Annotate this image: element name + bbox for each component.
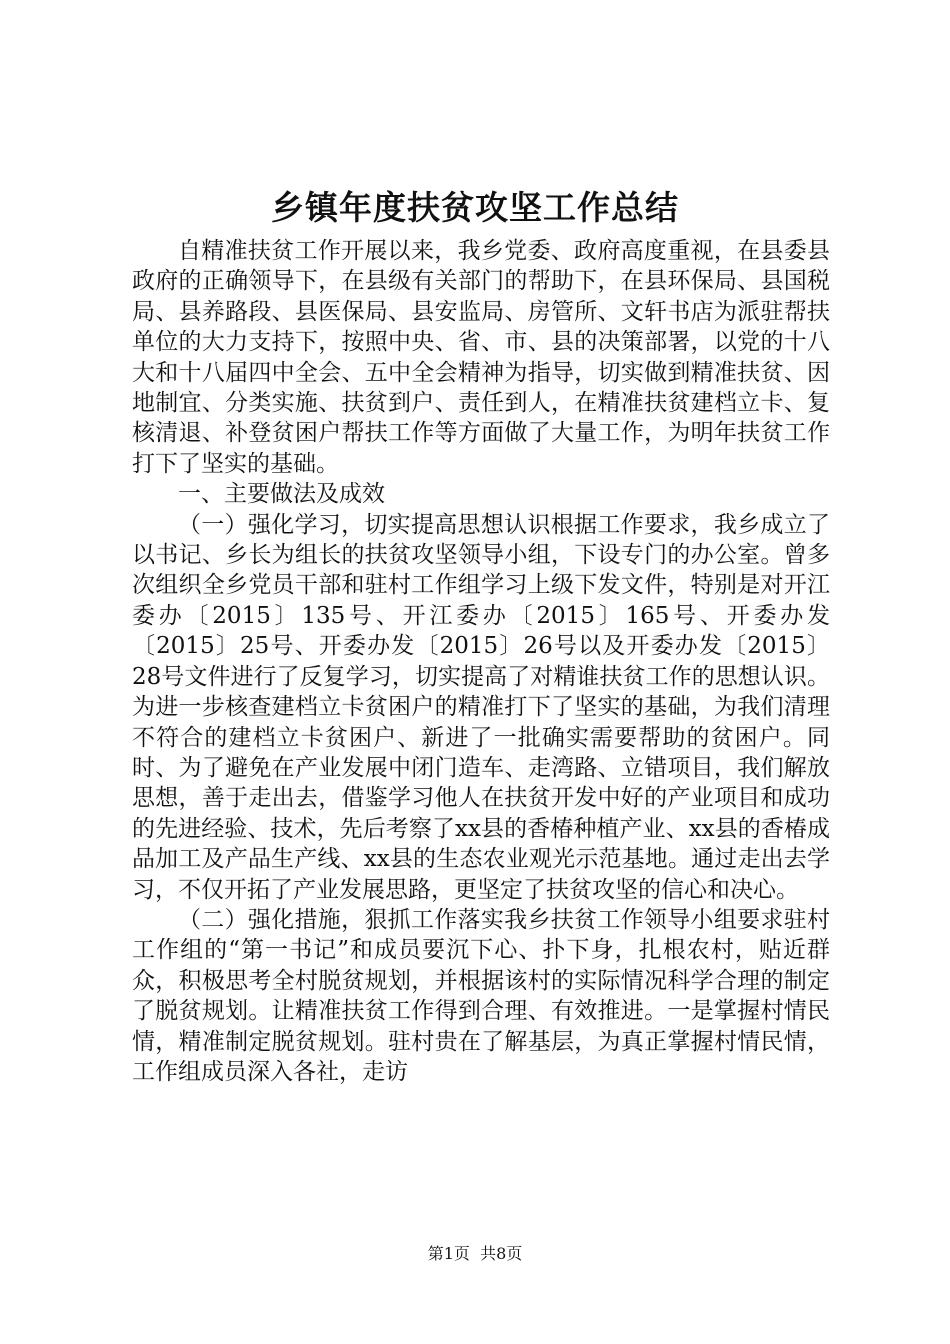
- page-footer: [0, 1242, 950, 1266]
- document-title: 乡镇年度扶贫攻坚工作总结: [271, 188, 679, 227]
- page-number: 第1页 共8页: [427, 1244, 523, 1263]
- document-body: [132, 236, 830, 1087]
- paragraph-study: （一）强化学习，切实提高思想认识根据工作要求，我乡成立了以书记、乡长为组长的扶贫攻坚领导小组，下设专门的办公室。曾多次组织全乡党员干部和驻村工作组学习上级下发文件，特别是对开江委办〔2015〕135号、开江委办〔2015〕165号、开委办发〔2015〕25号、开委办发〔2015〕26号以及开委办发〔2015〕28号文件进行了反复学习，切实提高了对精谁扶贫工作的思想认识。为进一步核查建档立卡贫困户的精准打下了坚实的基础，为我们清理不符合的建档立卡贫困户、新进了一批确实需要帮助的贫困户。同时、为了避免在产业发展中闭门造车、走湾路、立错项目，我们解放思想，善于走出去，借鉴学习他人在扶贫开发中好的产业项目和成功的先进经验、技术，先后考察了xx县的香椿种植产业、xx县的香椿成品加工及产品生产线、xx县的生态农业观光示范基地。通过走出去学习，不仅开拓了产业发展思路，更坚定了扶贫攻坚的信心和决心。: [132, 511, 830, 903]
- paragraph-intro: 自精准扶贫工作开展以来，我乡党委、政府高度重视，在县委县政府的正确领导下，在县级有关部门的帮助下，在县环保局、县国税局、县养路段、县医保局、县安监局、房管所、文轩书店为派驻帮扶单位的大力支持下，按照中央、省、市、县的决策部署，以党的十八大和十八届四中全会、五中全会精神为指导，切实做到精准扶贫、因地制宜、分类实施、扶贫到户、责任到人，在精准扶贫建档立卡、复核清退、补登贫困户帮扶工作等方面做了大量工作，为明年扶贫工作打下了坚实的基础。: [132, 238, 830, 477]
- paragraph-measures: （二）强化措施，狠抓工作落实我乡扶贫工作领导小组要求驻村工作组的“第一书记”和成员要沉下心、扑下身，扎根农村，贴近群众，积极思考全村脱贫规划，并根据该村的实际情况科学合理的制定了脱贫规划。让精准扶贫工作得到合理、有效推进。一是掌握村情民情，精准制定脱贫规划。驻村贵在了解基层，为真正掌握村情民情，工作组成员深入各社，走访: [132, 906, 830, 1085]
- section-heading: 一、主要做法及成效: [178, 481, 385, 508]
